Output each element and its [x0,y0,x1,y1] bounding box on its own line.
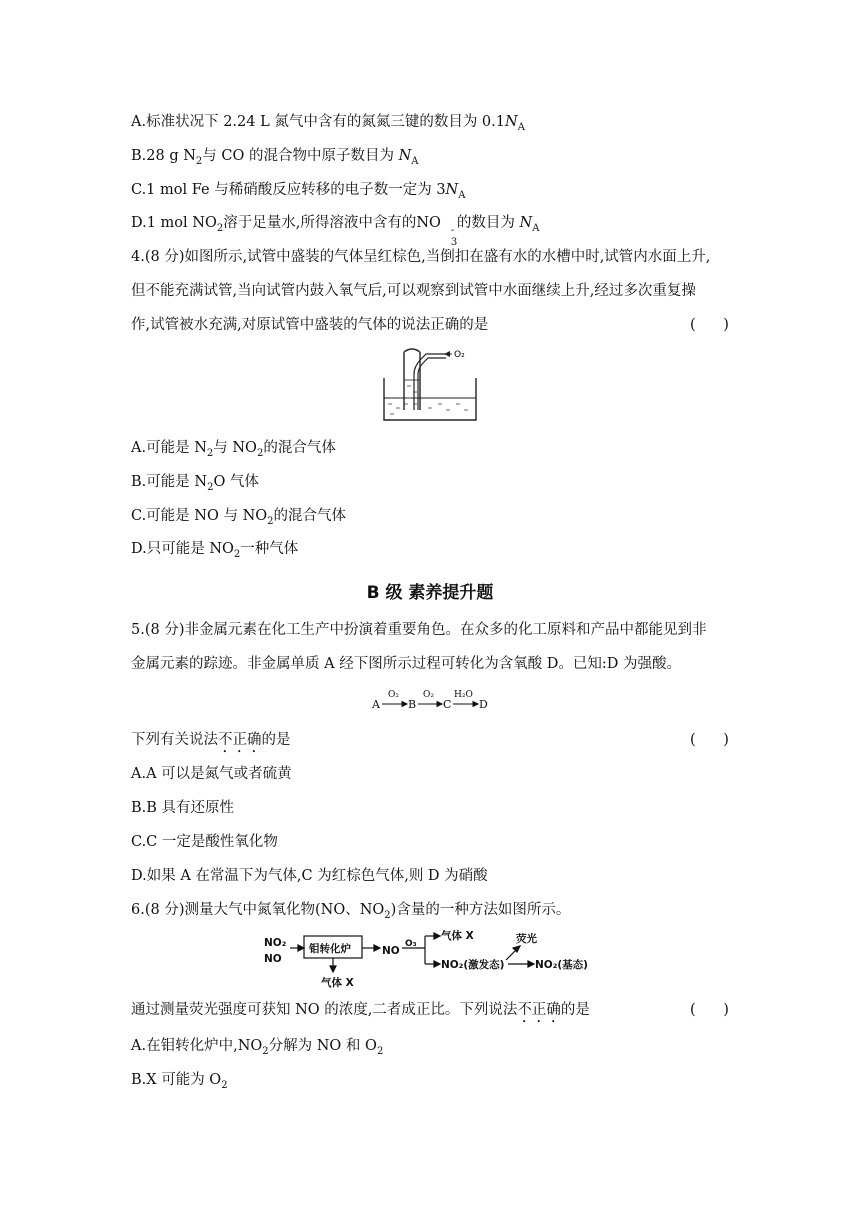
q5-reaction-scheme [370,686,500,712]
scheme-arrow-label-2: O₂ [423,690,434,700]
q5-answer-paren: ( ) [690,732,729,748]
option-6a: A.在钼转化炉中$,NO_2$分解为 NO 和 $O_2$ [131,1038,384,1057]
option-5b: B.B 具有还原性 [131,800,235,816]
q4-stem-line3: 作,试管被水充满,对原试管中盛装的气体的说法正确的是 [131,317,489,333]
option-5d: D.如果 A 在常温下为气体,C 为红棕色气体,则 D 为硝酸 [131,868,488,884]
q5-stem-line1: 5.(8 分)非金属元素在化工生产中扮演着重要角色。在众多的化工原料和产品中都能见到非 [131,622,707,638]
q5-question: 下列有关说法不正确的是 [131,732,291,748]
flow-box-label: 钼转化炉 [309,943,351,955]
scheme-node-a: A [372,698,380,711]
flow-input-no: NO [264,953,282,965]
scheme-arrow-label-1: O₂ [388,690,399,700]
flow-input-no2: NO₂ [264,937,287,949]
scheme-node-b: B [408,698,417,711]
scheme-node-d: D [479,698,488,711]
o2-label: O₂ [454,350,465,360]
flow-fluorescence: 荧光 [516,933,537,945]
option-3c: C.1 mol Fe 与稀硝酸反应转移的电子数一定为 $3N_A$ [131,182,466,201]
q6-stem: 6.(8 分)测量大气中氮氧化物(NO、$NO_2$)含量的一种方法如图所示。 [131,902,571,921]
section-heading: B 级 素养提升题 [366,583,494,603]
q5-stem-line2: 金属元素的踪迹。非金属单质 A 经下图所示过程可转化为含氧酸 D。已知:D 为强酸。 [131,656,682,672]
option-4a: A.可能是 $N_2$与 $NO_2$的混合气体 [131,440,336,459]
scheme-arrow-label-3: H₂O [454,690,473,700]
option-3b: B.28 g $N_2$与 CO 的混合物中原子数目为 $N_A$ [131,148,419,167]
q4-stem-line1: 4.(8 分)如图所示,试管中盛装的气体呈红棕色,当倒扣在盛有水的水槽中时,试管内水面上升, [131,249,711,265]
option-4d: D.只可能是 $NO_2$一种气体 [131,541,299,560]
option-4b: B.可能是 $N_2O$ 气体 [131,474,259,493]
flow-gas-x-up: 气体 X [441,930,474,942]
option-5a: A.A 可以是氮气或者硫黄 [131,766,292,782]
q6-flow-diagram [262,926,592,988]
option-5c: C.C 一定是酸性氧化物 [131,834,278,850]
q4-test-tube-figure [380,344,480,424]
option-3d: D.1 mol $NO_2$溶于足量水,所得溶液中含有的NO - 3 的数目为 $N_A$ [131,215,540,248]
q4-stem-line2: 但不能充满试管,当向试管内鼓入氧气后,可以观察到试管中水面继续上升,经过多次重复操 [131,283,696,299]
flow-gas-x-down: 气体 X [321,977,354,988]
q6-answer-paren: ( ) [690,1002,729,1018]
scheme-node-c: C [443,698,452,711]
option-4c: C.可能是 NO 与 $NO_2$的混合气体 [131,508,347,527]
option-3a: A.标准状况下 2.24 L 氮气中含有的氮氮三键的数目为 $0.1N_A$ [131,114,525,133]
flow-o3-label: O₃ [405,939,417,949]
q4-answer-paren: ( ) [690,317,729,333]
flow-excited: NO₂(激发态) [441,959,505,971]
flow-mid-no: NO [382,945,400,957]
flow-ground: NO₂(基态) [535,959,588,971]
option-6b: B.X 可能为 $O_2$ [131,1072,228,1091]
q6-question: 通过测量荧光强度可获知 NO 的浓度,二者成正比。下列说法不正确的是 [131,1002,590,1018]
